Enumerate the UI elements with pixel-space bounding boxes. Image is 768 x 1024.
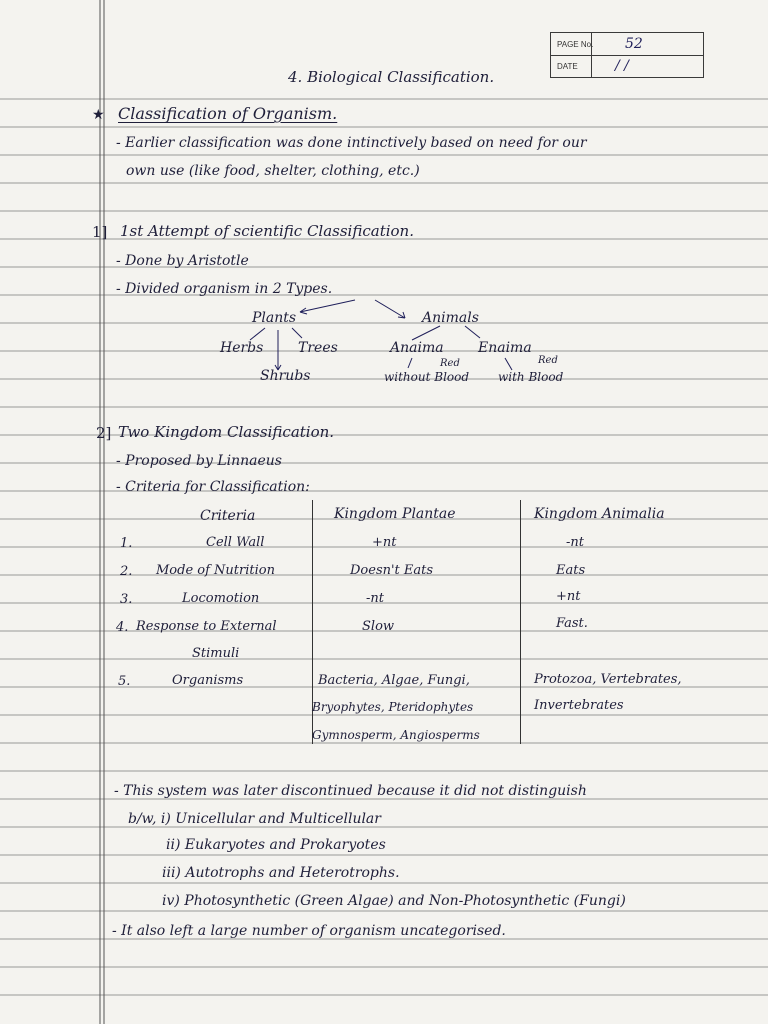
table-cell-criteria: Response to External — [136, 619, 277, 634]
date-label: DATE — [557, 62, 578, 71]
text-line: - Criteria for Classification: — [116, 479, 310, 495]
table-header-animalia: Kingdom Animalia — [534, 506, 665, 522]
section-heading-classification: Classification of Organism. — [118, 104, 338, 123]
table-cell-plantae: Bacteria, Algae, Fungi, — [318, 673, 470, 688]
section-number: 1] — [92, 223, 108, 241]
table-column-divider — [520, 500, 521, 744]
text-line: - It also left a large number of organism uncategorised. — [112, 923, 506, 939]
tree-node-plants: Plants — [252, 310, 297, 326]
section-heading-aristotle: 1st Attempt of scientific Classification. — [120, 222, 414, 240]
text-line: b/w, i) Unicellular and Multicellular — [128, 811, 381, 827]
page-no-value: 52 — [625, 36, 643, 52]
text-line: - Divided organism in 2 Types. — [116, 281, 333, 297]
page-title: 4. Biological Classification. — [288, 68, 495, 86]
table-header-criteria: Criteria — [200, 508, 256, 524]
star-icon: ★ — [92, 107, 105, 123]
tree-node-shrubs: Shrubs — [260, 368, 311, 384]
tree-note-with-blood: with Blood — [498, 370, 564, 384]
table-cell-animalia: Fast. — [556, 616, 588, 631]
table-cell-criteria: Organisms — [172, 673, 244, 688]
table-cell-num: 2. — [120, 564, 133, 579]
tree-note-red: Red — [538, 355, 558, 366]
table-cell-plantae: +nt — [372, 535, 397, 550]
table-cell-num: 3. — [120, 592, 133, 607]
table-cell-plantae: Bryophytes, Pteridophytes — [312, 700, 474, 714]
page-number-box — [550, 32, 704, 78]
table-cell-criteria: Stimuli — [192, 646, 240, 661]
text-line: - Earlier classification was done intinctively based on need for our — [116, 135, 587, 151]
text-line: iv) Photosynthetic (Green Algae) and Non-Photosynthetic (Fungi) — [162, 893, 626, 909]
table-cell-criteria: Cell Wall — [206, 535, 265, 550]
table-cell-animalia: Protozoa, Vertebrates, — [534, 672, 682, 687]
table-cell-criteria: Mode of Nutrition — [156, 563, 275, 578]
table-cell-animalia: +nt — [556, 589, 581, 604]
table-cell-animalia: Eats — [556, 563, 586, 578]
date-value: / / — [615, 58, 629, 74]
tree-node-herbs: Herbs — [220, 340, 264, 356]
table-header-plantae: Kingdom Plantae — [334, 506, 456, 522]
tree-node-animals: Animals — [422, 310, 479, 326]
text-line: - Done by Aristotle — [116, 253, 249, 269]
tree-note-without-blood: without Blood — [384, 370, 470, 384]
tree-node-anaima: Anaima — [390, 340, 444, 356]
text-line: - Proposed by Linnaeus — [116, 453, 282, 469]
text-line: ii) Eukaryotes and Prokaryotes — [166, 837, 386, 853]
tree-node-enaima: Enaima — [478, 340, 532, 356]
table-cell-plantae: -nt — [366, 591, 384, 606]
table-cell-num: 1. — [120, 536, 133, 551]
text-line: own use (like food, shelter, clothing, etc.) — [126, 163, 420, 179]
table-cell-num: 4. — [116, 620, 129, 635]
table-cell-plantae: Doesn't Eats — [350, 563, 434, 578]
section-heading-two-kingdom: Two Kingdom Classification. — [118, 423, 335, 441]
table-cell-plantae: Slow — [362, 619, 395, 634]
table-cell-animalia: Invertebrates — [534, 698, 624, 713]
table-cell-plantae: Gymnosperm, Angiosperms — [312, 728, 480, 742]
section-number: 2] — [96, 424, 112, 442]
table-cell-criteria: Locomotion — [182, 591, 260, 606]
table-cell-animalia: -nt — [566, 535, 584, 550]
tree-node-trees: Trees — [298, 340, 338, 356]
text-line: - This system was later discontinued because it did not distinguish — [114, 783, 587, 799]
page-no-label: PAGE No. — [557, 40, 594, 49]
table-cell-num: 5. — [118, 674, 131, 689]
tree-note-red: Red — [440, 358, 460, 369]
text-line: iii) Autotrophs and Heterotrophs. — [162, 865, 400, 881]
